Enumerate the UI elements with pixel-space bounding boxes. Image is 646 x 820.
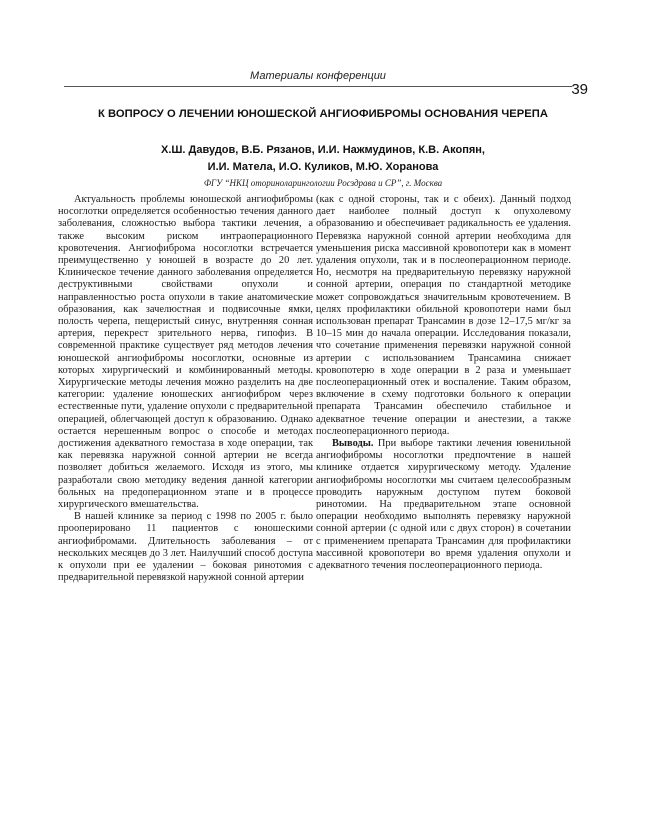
conclusions-paragraph <box>316 438 571 572</box>
affiliation: ФГУ “НКЦ оториноларингологии Росздрава и СР”, г. Москва <box>203 178 443 188</box>
header-rule <box>64 86 572 87</box>
body-paragraph: В нашей клинике за период с 1998 по 2005 г. было прооперировано 11 пациентов с юношескими ангиофибромами. Длительность заболевания – от нескольких месяцев до 3 лет. Наилучший способ доступа к опухоли при ее удалении – боковая ринотомия с предварительной перевязкой наружной сонной артерии <box>58 511 313 584</box>
left-column <box>58 194 313 585</box>
authors-line: И.И. Матела, И.О. Куликов, М.Ю. Хоранова <box>207 161 439 173</box>
body-paragraph: Актуальность проблемы юношеской ангиофибромы носоглотки определяется особенностью течения данного заболевания, сложностью выбора тактики лечения, а также высоким риском интраоперационного кровотечения. Ангиофиброма носоглотки встречается преимущественно у юношей в возрасте до 20 лет. Клиническое течение данного заболевания определяется деструктивными свойствами опухоли и направленностью роста опухоли в такие анатомические образования, как зачелюстная и подвисочные ямки, полость черепа, пещеристый синус, внутренняя сонная артерия, перекрест зрительного нерва, гипофиз. В современной практике существует ряд методов лечения юношеской ангиофибромы носоглотки, основные из которых хирургический и комбинированный методы. Хирургические методы лечения можно разделить на две категории: удаление юношеских ангиофибром через естественные пути, удаление опухоли с предварительной операцией, облегчающей доступ к образованию. Однако остается нерешенным вопрос о способе и методах достижения адекватного гемостаза в ходе операции, так как перевязка наружной сонной артерии не всегда позволяет добиться желаемого. Исходя из этого, мы разработали свою методику ведения данной категории больных на предоперационном этапе и в процессе хирургического вмешательства. <box>58 194 313 511</box>
running-header: Материалы конференции <box>250 70 386 82</box>
body-paragraph: (как с одной стороны, так и с обеих). Данный подход дает наиболее полный доступ к опухолевому образованию и обеспечивает радикальность ее удаления. Перевязка наружной сонной артерии необходима для уменьшения риска массивной кровопотери как в момент удаления опухоли, так и в послеоперационном периоде. Но, несмотря на предварительную перевязку наружной сонной артерии, операция по стандартной методике может сопровождаться значительным кровотечением. В целях профилактики обильной кровопотери нами был использован препарат Трансамин в дозе 12–17,5 мг/кг за 10–15 мин до начала операции. Исследования показали, что сочетание применения перевязки наружной сонной артерии с использованием Трансамина снижает кровопотерю в ходе операции в 2 раза и уменьшает послеоперационный отек и воспаление. Таким образом, включение в схему подготовки больного к операции препарата Трансамин обеспечило стабильное и адекватное течение операции и анестезии, а также послеоперационного периода. <box>316 194 571 437</box>
right-column <box>316 194 571 572</box>
conclusions-text: При выборе тактики лечения ювенильной ангиофибромы носоглотки предпочтение в нашей клинике отдается хирургическому методу. Удаление ангиофибромы носоглотки мы считаем целесообразным проводить наружным доступом путем боковой ринотомии. На предварительном этапе основной операции необходимо выполнять перевязку наружной сонной артерии (с одной или с двух сторон) в сочетании с применением препарата Трансамин для профилактики массивной кровопотери во время удаления опухоли и адекватного течения послеоперационного периода. <box>316 438 571 572</box>
article-title: К ВОПРОСУ О ЛЕЧЕНИИ ЮНОШЕСКОЙ АНГИОФИБРОМЫ ОСНОВАНИЯ ЧЕРЕПА <box>97 108 548 120</box>
page-number: 39 <box>571 81 588 98</box>
author-list <box>60 142 586 176</box>
authors-line: Х.Ш. Давудов, В.Б. Рязанов, И.И. Нажмудинов, К.В. Акопян, <box>160 144 485 156</box>
conclusions-label: Выводы. <box>332 438 374 450</box>
